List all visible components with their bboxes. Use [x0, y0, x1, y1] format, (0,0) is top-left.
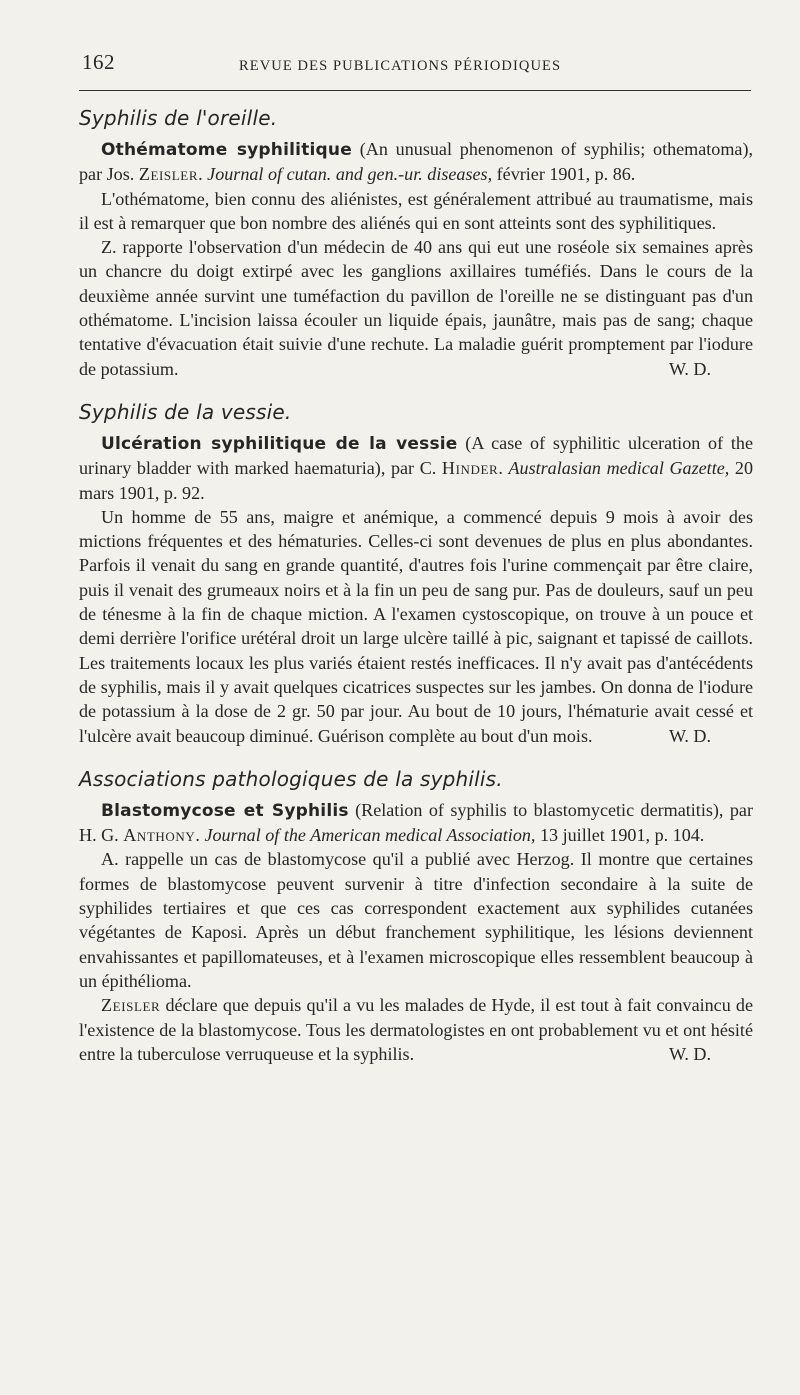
body-paragraph: A. rappelle un cas de blastomycose qu'il a publié avec Herzog. Il montre que certaines formes de blastomycose peuvent survenir à titre d'infection secondaire à la suite de syphilides tertiaires et que ces cas correspondent exactement aux syphilides cutanées végétantes de Kaposi. Après un début franchement syphilitique, les lésions deviennent envahissantes et papillomateuses, et à l'examen microscopique elles ressemblent beaucoup à un épithélioma. [79, 849, 753, 991]
citation-separator: . [198, 164, 208, 185]
abstract-lead-title: Othématome syphilitique [101, 140, 352, 160]
citation-author: Zeisler [138, 164, 199, 185]
body-paragraph [79, 993, 753, 1066]
body-paragraph-text: Un homme de 55 ans, maigre et anémique, a commencé depuis 9 mois à avoir des mictions fréquentes et des hématuries. Celles-ci sont devenues de plus en plus abondantes. Parfois il venait du sang en grande quantité, d'autres fois l'urine commençait par être claire, puis il venait des grumeaux noirs et à la fin un peu de sang pur. Pas de douleurs, sauf un peu de ténesme à la fin de chaque miction. A l'examen cystoscopique, on trouve à un pouce et demi derrière l'orifice urétéral droit un large ulcère taillé à pic, saignant et tapissé de caillots. Les traitements locaux les plus variés étaient restés inefficaces. Il n'y avait pas d'antécédents de syphilis, mais il y avait quelques cicatrices suspectes sur les jambes. On donna de l'iodure de potassium à la dose de 2 gr. 50 par jour. Au bout de 10 jours, l'hématurie avait cessé et l'ulcère avait beaucoup diminué. Guérison complète au bout d'un mois. [79, 506, 753, 746]
signature: W. D. [668, 725, 711, 746]
body-paragraph [79, 505, 753, 748]
citation-journal: Australasian medical Gazette, [508, 458, 730, 479]
signature: W. D. [668, 358, 711, 379]
closing-author: Zeisler [101, 995, 161, 1016]
page-header [79, 48, 753, 82]
citation-text: (Relation of syphilis to blastomycetic dermatitis), par H. G. [79, 799, 753, 846]
running-title: REVUE DES PUBLICATIONS PÉRIODIQUES [239, 58, 562, 74]
abstract-heading-blastomycose [79, 798, 753, 848]
citation-journal: Journal of the American medical Association, [204, 825, 536, 846]
citation-separator: . [195, 825, 205, 846]
citation-date: 20 mars 1901, p. 92. [79, 458, 753, 503]
abstract-heading-ulceration [79, 431, 753, 505]
abstract-lead-title: Blastomycose et Syphilis [101, 800, 349, 821]
document-page [79, 48, 753, 1066]
body-paragraph [79, 235, 753, 381]
section-title-vessie: Syphilis de la vessie. [79, 399, 292, 424]
body-paragraph: L'othématome, bien connu des aliénistes, est généralement attribué au traumatisme, mais il est à remarquer que bon nombre des aliénés qui en sont atteints sont des syphilitiques. [79, 188, 753, 233]
abstract-lead-title: Ulcération syphilitique de la vessie [101, 433, 458, 454]
section-title-oreille: Syphilis de l'oreille. [79, 106, 278, 130]
closing-text: déclare que depuis qu'il a vu les malades de Hyde, il est tout à fait convaincu de l'existence de la blastomycose. Tous les dermatologistes en ont probablement vu et ont hésité entre la tuberculose verruqueuse et la syphilis. [79, 995, 753, 1064]
citation-author: Anthony [123, 825, 196, 846]
citation-author: Hinder [441, 458, 499, 479]
abstract-heading-othematome [79, 137, 753, 187]
page-number: 162 [82, 50, 115, 74]
signature: W. D. [668, 1043, 711, 1064]
section-title-associations: Associations pathologiques de la syphilis. [79, 766, 503, 791]
citation-text: (A case of syphilitic ulceration of the urinary bladder with marked haematuria), par C. [79, 432, 753, 479]
header-rule [79, 90, 751, 91]
citation-date: 13 juillet 1901, p. 104. [535, 825, 705, 846]
citation-separator: . [498, 458, 509, 479]
citation-date: février 1901, p. 86. [492, 164, 636, 185]
body-paragraph-text: Z. rapporte l'observation d'un médecin de 40 ans qui eut une roséole six semaines après un chancre du doigt extirpé avec les ganglions axillaires tuméfiés. Dans le cours de la deuxième année survint une tuméfaction du pavillon de l'oreille ne se distinguant pas d'un othématome. L'incision laissa écouler un liquide épais, jaunâtre, mais pas de sang; chaque tentative d'évacuation était suivie d'une rechute. La maladie guérit promptement par l'iodure de potassium. [79, 237, 753, 379]
citation-text: (An unusual phenomenon of syphilis; othematoma), par Jos. [79, 139, 754, 185]
citation-journal: Journal of cutan. and gen.-ur. diseases, [207, 164, 493, 185]
